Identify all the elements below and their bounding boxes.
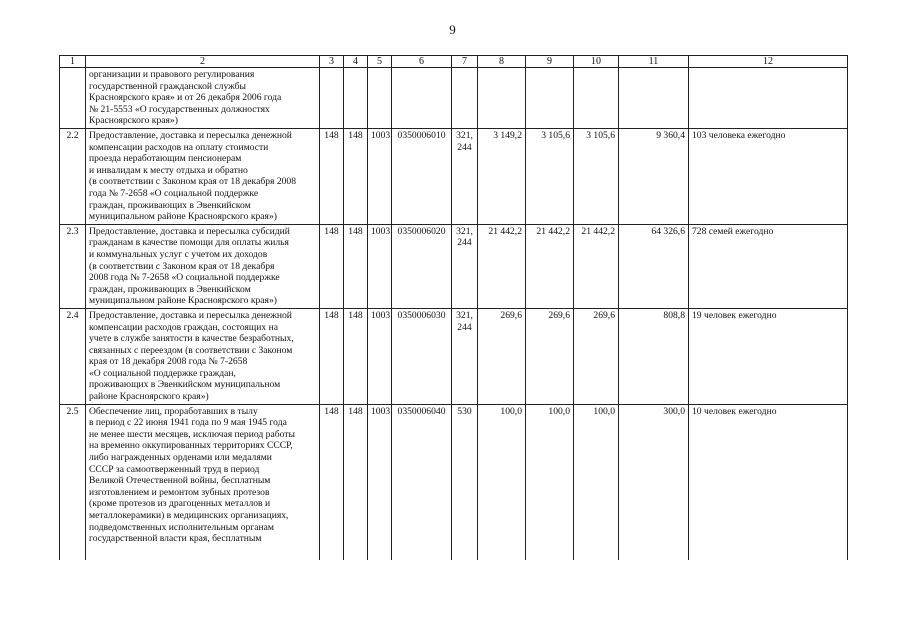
cell-c12: 10 человек ежегодно xyxy=(689,404,848,560)
table-header-row xyxy=(60,56,848,68)
cell-c9: 269,6 xyxy=(526,308,574,404)
cell-c6: 0350006010 xyxy=(392,129,452,225)
cell-c5: 1003 xyxy=(368,129,392,225)
cell-c9: 21 442,2 xyxy=(526,224,574,308)
column-header: 2 xyxy=(86,56,320,68)
cell-c9: 100,0 xyxy=(526,404,574,560)
table-row xyxy=(60,308,848,404)
cell-c5: 1003 xyxy=(368,308,392,404)
cell-c7: 321, 244 xyxy=(452,129,478,225)
measure-description: Предоставление, доставка и пересылка денежной компенсации расходов граждан, состоящих на учете в службе занятости в качестве безработных, связанных с переездом (в соответствии с Законом края от 18 декабря 2008 года № 7-2658 «О социальной поддержке граждан, проживающих в Эвенкийском муниципальном районе Красноярского края») xyxy=(86,308,320,404)
table-row xyxy=(60,129,848,225)
cell-c11: 808,8 xyxy=(619,308,689,404)
row-number: 2.2 xyxy=(60,129,86,225)
column-header: 3 xyxy=(320,56,344,68)
cell-c11: 9 360,4 xyxy=(619,129,689,225)
cell-c7: 321, 244 xyxy=(452,308,478,404)
page-number: 9 xyxy=(449,22,456,37)
cell-c12: 728 семей ежегодно xyxy=(689,224,848,308)
table-row xyxy=(60,224,848,308)
column-header: 11 xyxy=(619,56,689,68)
cell-c8: 21 442,2 xyxy=(478,224,526,308)
cell-c4: 148 xyxy=(344,404,368,560)
cell-c3: 148 xyxy=(320,224,344,308)
cell-c10: 100,0 xyxy=(574,404,619,560)
cell-c8: 269,6 xyxy=(478,308,526,404)
cell-c12: 103 человека ежегодно xyxy=(689,129,848,225)
cell-c4: 148 xyxy=(344,129,368,225)
cell-c9: 3 105,6 xyxy=(526,129,574,225)
column-header: 8 xyxy=(478,56,526,68)
cell-c7: 530 xyxy=(452,404,478,560)
cell-c3: 148 xyxy=(320,308,344,404)
cell-c5: 1003 xyxy=(368,404,392,560)
cell-c12 xyxy=(689,68,848,129)
cell-c5 xyxy=(368,68,392,129)
row-number xyxy=(60,68,86,129)
cell-c10: 3 105,6 xyxy=(574,129,619,225)
cell-c12: 19 человек ежегодно xyxy=(689,308,848,404)
cell-c6: 0350006020 xyxy=(392,224,452,308)
cell-c11: 300,0 xyxy=(619,404,689,560)
table-row xyxy=(60,68,848,129)
cell-c7: 321, 244 xyxy=(452,224,478,308)
column-header: 1 xyxy=(60,56,86,68)
column-header: 10 xyxy=(574,56,619,68)
cell-c8 xyxy=(478,68,526,129)
measure-description: Обеспечение лиц, проработавших в тылу в период с 22 июня 1941 года по 9 мая 1945 года не менее шести месяцев, исключая период работы на временно оккупированных территориях СССР, либо награжденных орденами или медалями СССР за самоотверженный труд в период Великой Отечественной войны, бесплатным изготовлением и ремонтом зубных протезов (кроме протезов из драгоценных металлов и металлокерамики) в медицинских организациях, подведомственных исполнительным органам государственной власти края, бесплатным xyxy=(86,404,320,560)
column-header: 5 xyxy=(368,56,392,68)
cell-c10 xyxy=(574,68,619,129)
column-header: 12 xyxy=(689,56,848,68)
column-header: 7 xyxy=(452,56,478,68)
measure-description: Предоставление, доставка и пересылка субсидий гражданам в качестве помощи для оплаты жилья и коммунальных услуг с учетом их доходов (в соответствии с Законом края от 18 декабря 2008 года № 7-2658 «О социальной поддержке граждан, проживающих в Эвенкийском муниципальном районе Красноярского края») xyxy=(86,224,320,308)
column-header: 4 xyxy=(344,56,368,68)
program-table xyxy=(59,55,848,560)
cell-c6 xyxy=(392,68,452,129)
cell-c4: 148 xyxy=(344,308,368,404)
row-number: 2.3 xyxy=(60,224,86,308)
cell-c8: 100,0 xyxy=(478,404,526,560)
cell-c10: 21 442,2 xyxy=(574,224,619,308)
cell-c11 xyxy=(619,68,689,129)
cell-c3: 148 xyxy=(320,129,344,225)
cell-c5: 1003 xyxy=(368,224,392,308)
cell-c3 xyxy=(320,68,344,129)
cell-c6: 0350006040 xyxy=(392,404,452,560)
cell-c7 xyxy=(452,68,478,129)
cell-c9 xyxy=(526,68,574,129)
cell-c11: 64 326,6 xyxy=(619,224,689,308)
cell-c8: 3 149,2 xyxy=(478,129,526,225)
row-number: 2.4 xyxy=(60,308,86,404)
cell-c6: 0350006030 xyxy=(392,308,452,404)
measure-description: Предоставление, доставка и пересылка денежной компенсации расходов на оплату стоимости проезда неработающим пенсионерам и инвалидам к месту отдыха и обратно (в соответствии с Законом края от 18 декабря 2008 года № 7-2658 «О социальной поддержке граждан, проживающих в Эвенкийском муниципальном районе Красноярского края») xyxy=(86,129,320,225)
table-row xyxy=(60,404,848,560)
column-header: 6 xyxy=(392,56,452,68)
measure-description: организации и правового регулирования государственной гражданской службы Красноярского края» и от 26 декабря 2006 года № 21-5553 «О государственных должностях Красноярского края») xyxy=(86,68,320,129)
cell-c10: 269,6 xyxy=(574,308,619,404)
cell-c4: 148 xyxy=(344,224,368,308)
column-header: 9 xyxy=(526,56,574,68)
row-number: 2.5 xyxy=(60,404,86,560)
cell-c3: 148 xyxy=(320,404,344,560)
cell-c4 xyxy=(344,68,368,129)
